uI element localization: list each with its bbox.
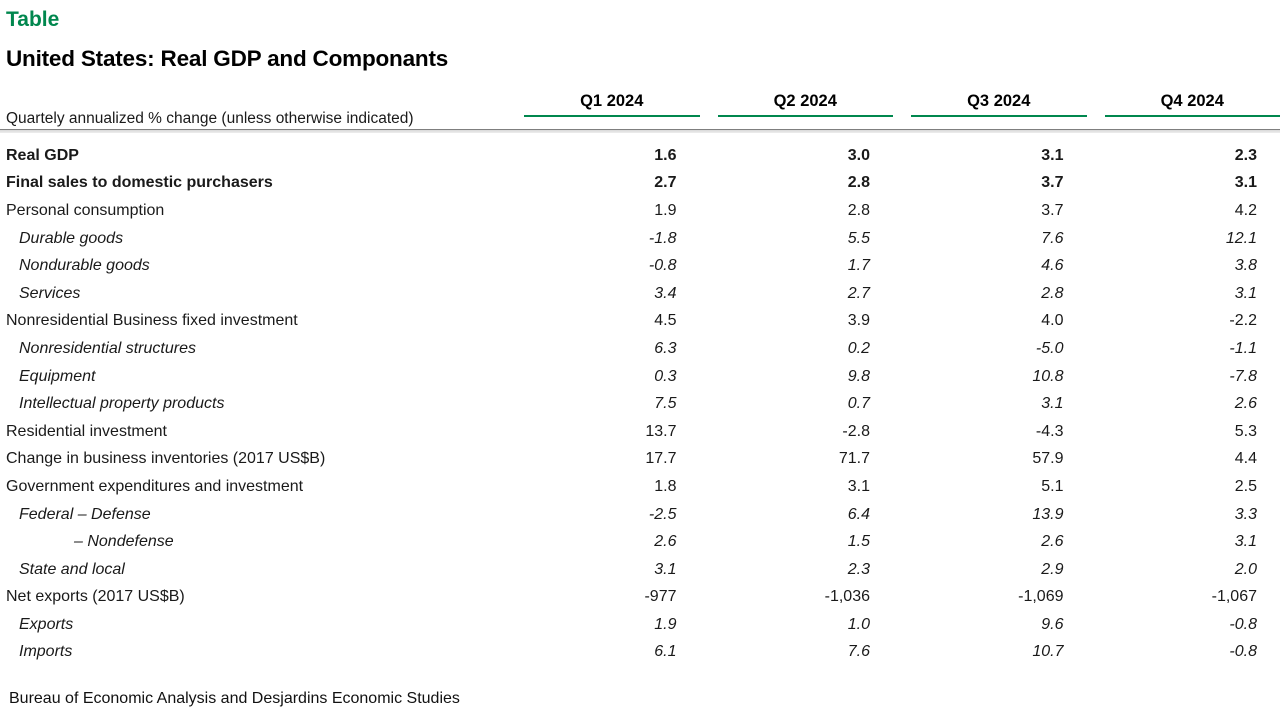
row-label: Nonresidential structures (19, 339, 196, 357)
cell-value: 2.7 (654, 174, 677, 192)
cell-value: 10.8 (1032, 367, 1064, 385)
cell-value: 3.1 (1041, 146, 1064, 164)
cell-value: 57.9 (1032, 450, 1064, 468)
cell-value: -7.8 (1229, 367, 1257, 385)
cell-value: -1,067 (1211, 588, 1257, 606)
table-row (0, 528, 1280, 556)
cell-value: 1.7 (847, 257, 870, 275)
table-row (0, 473, 1280, 501)
cell-value: -5.0 (1035, 339, 1064, 357)
cell-value: 2.8 (847, 174, 870, 192)
row-label: – Nondefense (74, 533, 174, 551)
cell-value: 1.0 (847, 615, 870, 633)
row-label: Equipment (19, 367, 96, 385)
row-label: Net exports (2017 US$B) (6, 588, 185, 606)
column-header: Q1 2024 (524, 92, 700, 117)
cell-value: 4.6 (1041, 257, 1064, 275)
cell-value: 3.3 (1234, 505, 1257, 523)
cell-value: 7.6 (1041, 229, 1064, 247)
cell-value: 2.6 (654, 533, 677, 551)
cell-value: -4.3 (1035, 422, 1064, 440)
cell-value: 5.1 (1041, 477, 1064, 495)
cell-value: 2.9 (1041, 560, 1064, 578)
table-row (0, 225, 1280, 253)
cell-value: 3.0 (847, 146, 870, 164)
cell-value: 2.8 (847, 201, 870, 219)
column-header: Q2 2024 (718, 92, 894, 117)
cell-value: 13.9 (1032, 505, 1064, 523)
cell-value: 2.3 (847, 560, 870, 578)
cell-value: 0.3 (654, 367, 677, 385)
cell-value: -2.8 (842, 422, 870, 440)
cell-value: 0.7 (847, 395, 870, 413)
cell-value: 13.7 (645, 422, 677, 440)
cell-value: 4.2 (1234, 201, 1257, 219)
table-row (0, 280, 1280, 308)
cell-value: 1.9 (654, 201, 677, 219)
cell-value: 2.3 (1234, 146, 1257, 164)
row-label: Real GDP (6, 146, 79, 164)
table-row (0, 556, 1280, 584)
cell-value: 10.7 (1032, 643, 1064, 661)
cell-value: 2.7 (847, 284, 870, 302)
cell-value: 3.8 (1234, 257, 1257, 275)
cell-value: -1,069 (1018, 588, 1064, 606)
cell-value: 2.8 (1041, 284, 1064, 302)
table-row (0, 363, 1280, 391)
table-kicker: Table (6, 8, 60, 31)
cell-value: 7.6 (847, 643, 870, 661)
cell-value: 2.6 (1234, 395, 1257, 413)
row-label: Intellectual property products (19, 395, 225, 413)
page-title: United States: Real GDP and Componants (6, 46, 449, 71)
row-label: Services (19, 284, 81, 302)
row-label: Nondurable goods (19, 257, 150, 275)
cell-value: 1.6 (654, 146, 677, 164)
table-body (0, 133, 1280, 666)
table-row (0, 308, 1280, 336)
cell-value: 1.9 (654, 615, 677, 633)
cell-value: 6.3 (654, 339, 677, 357)
table-row (0, 639, 1280, 667)
cell-value: 0.2 (847, 339, 870, 357)
table-row (0, 252, 1280, 280)
cell-value: 3.4 (654, 284, 677, 302)
column-header: Q4 2024 (1105, 92, 1280, 117)
table-row (0, 611, 1280, 639)
row-label: Imports (19, 643, 73, 661)
cell-value: 2.5 (1234, 477, 1257, 495)
cell-value: 7.5 (654, 395, 677, 413)
row-label: Federal – Defense (19, 505, 151, 523)
row-label: State and local (19, 560, 125, 578)
cell-value: 3.7 (1041, 174, 1064, 192)
row-label: Exports (19, 615, 74, 633)
table-row (0, 390, 1280, 418)
cell-value: 3.1 (1234, 174, 1257, 192)
cell-value: 17.7 (645, 450, 677, 468)
cell-value: -0.8 (1229, 615, 1257, 633)
cell-value: 5.3 (1234, 422, 1257, 440)
cell-value: 9.6 (1041, 615, 1064, 633)
table-row (0, 501, 1280, 529)
cell-value: 6.4 (847, 505, 870, 523)
cell-value: 4.0 (1041, 312, 1064, 330)
table-row (0, 197, 1280, 225)
cell-value: 12.1 (1225, 229, 1257, 247)
cell-value: 9.8 (847, 367, 870, 385)
cell-value: -1.8 (648, 229, 677, 247)
row-label: Government expenditures and investment (6, 477, 304, 495)
cell-value: 3.1 (1234, 284, 1257, 302)
table-row (0, 142, 1280, 170)
cell-value: -1,036 (824, 588, 870, 606)
cell-value: -0.8 (648, 257, 677, 275)
table-header-row (0, 80, 1280, 129)
table-row (0, 335, 1280, 363)
cell-value: 5.5 (847, 229, 870, 247)
cell-value: -977 (644, 588, 677, 606)
cell-value: 1.8 (654, 477, 677, 495)
cell-value: 4.5 (654, 312, 677, 330)
cell-value: -2.2 (1229, 312, 1257, 330)
row-label: Nonresidential Business fixed investment (6, 312, 298, 330)
cell-value: 1.5 (847, 533, 870, 551)
cell-value: 3.1 (1041, 395, 1064, 413)
row-label: Change in business inventories (2017 US$B) (6, 450, 326, 468)
table-row (0, 418, 1280, 446)
table-row (0, 446, 1280, 474)
cell-value: 6.1 (654, 643, 677, 661)
cell-value: -1.1 (1229, 339, 1257, 357)
source-note: Bureau of Economic Analysis and Desjardins Economic Studies (9, 690, 460, 708)
row-label: Final sales to domestic purchasers (6, 174, 273, 192)
row-label: Personal consumption (6, 201, 165, 219)
cell-value: 3.1 (1234, 533, 1257, 551)
table-row (0, 584, 1280, 612)
column-header: Q3 2024 (911, 92, 1087, 117)
measure-note: Quartely annualized % change (unless otherwise indicated) (6, 110, 414, 127)
cell-value: 3.7 (1041, 201, 1064, 219)
row-label: Durable goods (19, 229, 124, 247)
table-row (0, 170, 1280, 198)
cell-value: 3.1 (654, 560, 677, 578)
cell-value: 2.0 (1234, 560, 1257, 578)
cell-value: 71.7 (838, 450, 870, 468)
cell-value: 2.6 (1041, 533, 1064, 551)
cell-value: -2.5 (648, 505, 677, 523)
cell-value: 4.4 (1234, 450, 1257, 468)
cell-value: 3.1 (847, 477, 870, 495)
cell-value: 3.9 (847, 312, 870, 330)
cell-value: -0.8 (1229, 643, 1257, 661)
row-label: Residential investment (6, 422, 167, 440)
